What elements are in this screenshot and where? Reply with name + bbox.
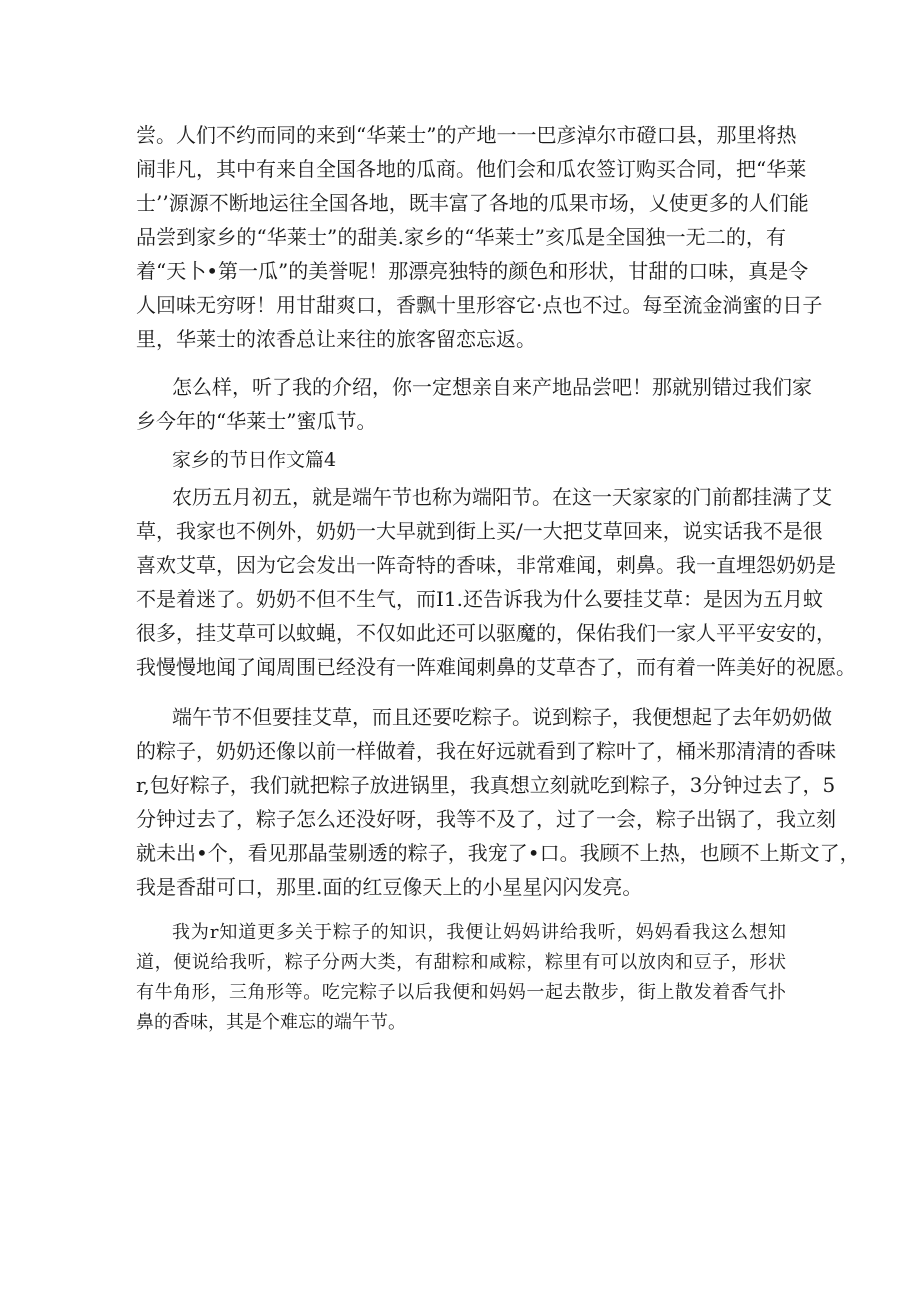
text-line: 我为r知道更多关于粽子的知识，我便让妈妈讲给我听，妈妈看我这么想知	[172, 922, 786, 943]
text-line: 品尝到家乡的“华莱士”的甜美.家乡的“华莱士”亥瓜是全国独一无二的，有	[136, 225, 786, 249]
text-line: 士’’源源不断地运往全国各地，既丰富了各地的瓜果市场，乂使更多的人们能	[136, 191, 809, 215]
text-line: 尝。人们不约而同的来到“华莱士”的产地一一巴彦淖尔市磴口县，那里将热	[136, 123, 797, 147]
text-line: 鼻的香味，其是个难忘的端午节。	[136, 1012, 406, 1033]
text-line: 乡今年的“华莱士”蜜瓜节。	[136, 409, 377, 433]
text-line: 闹非凡，其中有来自全国各地的瓜商。他们会和瓜农签订购买合同，把“华莱	[136, 157, 807, 181]
text-line: 草，我家也不例外，奶奶一大早就到街上买/一大把艾草回来，说实话我不是很	[136, 519, 823, 543]
text-line: 着“天卜•第一瓜”的美誉呢！那漂亮独特的颜色和形状，甘甜的口味，真是令	[136, 259, 809, 283]
text-line: 就未出•个，看见那晶莹剔透的粽子，我宠了•口。我顾不上热，也顾不上斯文了，	[136, 841, 860, 865]
text-line: 道，便说给我听，粽子分两大类，有甜粽和咸粽，粽里有可以放肉和豆子，形状	[136, 952, 786, 973]
paragraph-invitation	[136, 370, 812, 438]
section-heading	[136, 443, 786, 477]
text-line: r,包好粽子，我们就把粽子放进锅里，我真想立刻就吃到粽子，3分钟过去了，5	[136, 773, 836, 797]
paragraph-dragon-boat-mugwort	[136, 480, 856, 684]
text-line: 我是香甜可口，那里.面的红豆像天上的小星星闪闪发亮。	[136, 875, 643, 899]
text-line: 喜欢艾草，因为它会发出一阵奇特的香味，非常难闻，刺鼻。我一直埋怨奶奶是	[136, 553, 836, 577]
paragraph-watermelon-festival	[136, 118, 823, 356]
text-line: 农历五月初五，就是端午节也称为端阳节。在这一天家家的门前都挂满了艾	[172, 485, 832, 509]
text-line: 里，华莱士的浓香总让来往的旅客留恋忘返。	[136, 327, 536, 351]
paragraph-zongzi-knowledge	[136, 918, 786, 1038]
text-line: 怎么样，听了我的介绍，你一定想亲自来产地品尝吧！那就别错过我们家	[172, 375, 812, 399]
heading-text: 家乡的节日作文篇4	[172, 449, 337, 471]
text-line: 端午节不但要挂艾草，而且还要吃粽子。说到粽子，我便想起了去年奶奶做	[172, 705, 832, 729]
text-line: 不是着迷了。奶奶不但不生气，而I1.还告诉我为什么要挂艾草：是因为五月蚊	[136, 587, 823, 611]
text-line: 人回味无穷呀！用甘甜爽口，香飘十里形容它·点也不过。每至流金淌蜜的日子	[136, 293, 823, 317]
paragraph-zongzi	[136, 700, 860, 904]
text-line: 的粽子，奶奶还像以前一样做着，我在好远就看到了粽叶了，桶米那清清的香味	[136, 739, 836, 763]
text-line: 很多，挂艾草可以蚊蝇，不仅如此还可以驱魔的，保佑我们一家人平平安安的，	[136, 621, 836, 645]
text-line: 我慢慢地闻了闻周围已经没有一阵难闻刺鼻的艾草杏了，而有着一阵美好的祝愿。	[136, 655, 856, 679]
text-line: 分钟过去了，粽子怎么还没好呀，我等不及了，过了一会，粽子出锅了，我立刻	[136, 807, 836, 831]
text-line: 有牛角形，三角形等。吃完粽子以后我便和妈妈一起去散步，街上散发着香气扑	[136, 982, 786, 1003]
